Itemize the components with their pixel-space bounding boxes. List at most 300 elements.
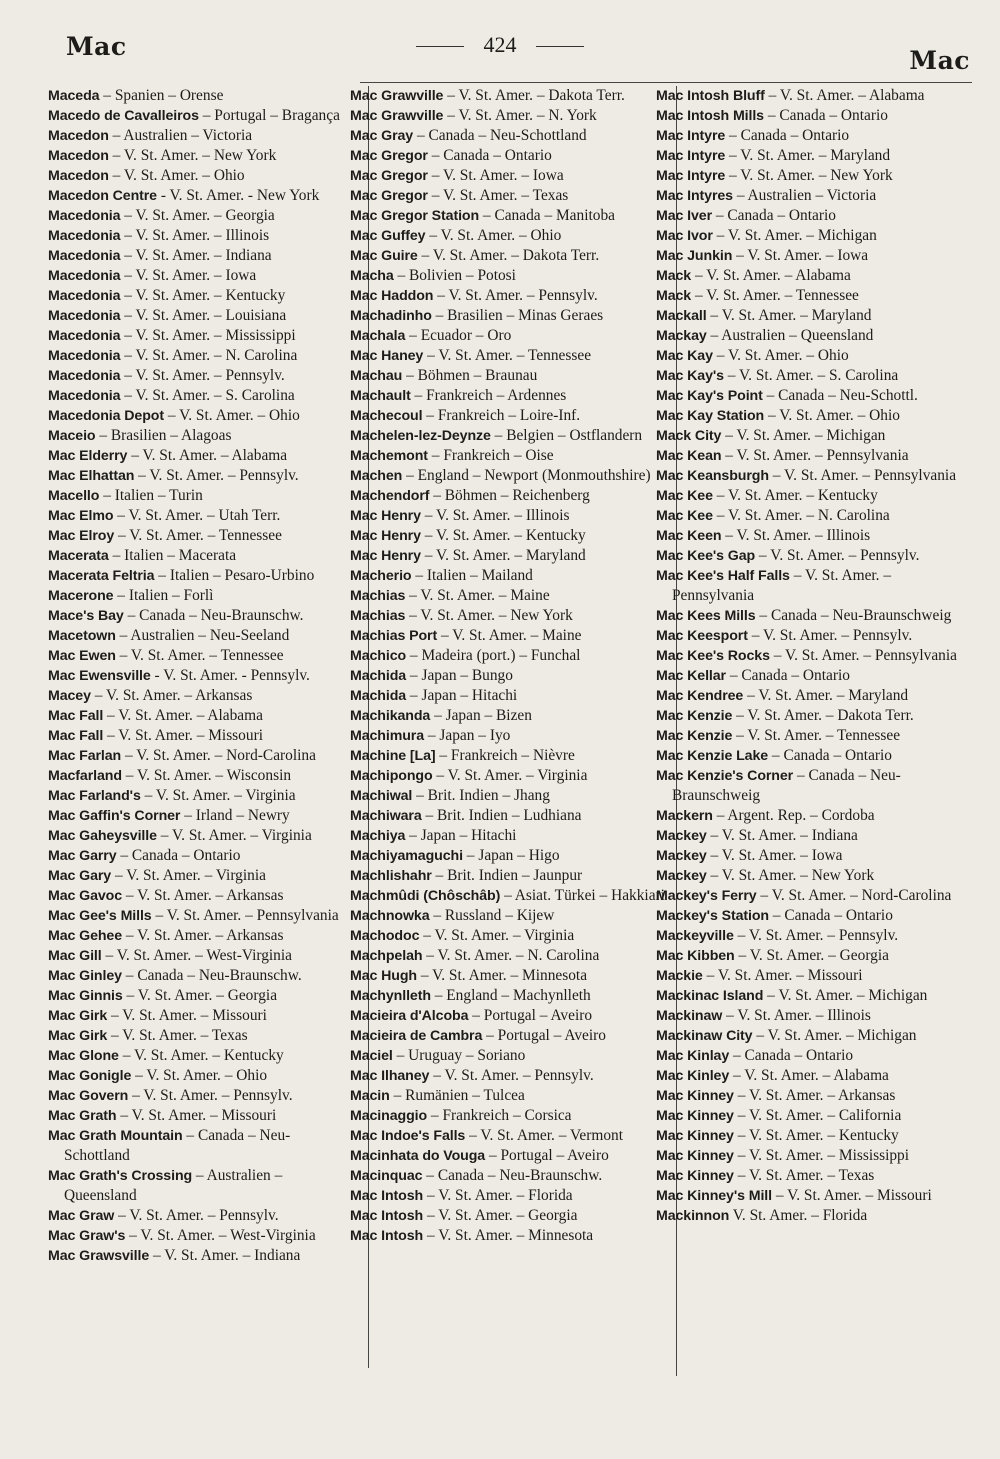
place-location: – Asiat. Türkei – Hakkiari <box>500 887 665 904</box>
place-location: – Spanien – Orense <box>99 87 224 104</box>
gazetteer-entry <box>48 966 354 986</box>
place-location: – V. St. Amer. – Tennessee <box>691 287 859 304</box>
place-location: - V. St. Amer. - New York <box>156 187 320 204</box>
place-location: – V. St. Amer. – Maryland <box>725 147 891 164</box>
running-head-left: Mac <box>66 32 127 61</box>
place-name: Mac Keansburgh <box>656 468 769 484</box>
place-location: – Japan – Bungo <box>406 667 513 684</box>
gazetteer-entry <box>350 366 668 386</box>
place-location: – Canada – Ontario <box>768 907 893 924</box>
gazetteer-entry <box>656 706 974 726</box>
gazetteer-entry <box>656 886 974 906</box>
gazetteer-entry <box>656 406 974 426</box>
place-name: Mac Kee's Half Falls <box>656 568 790 584</box>
place-location: – V. St. Amer. – Louisiana <box>120 307 287 324</box>
place-name: Mackay <box>656 328 707 344</box>
place-location: – V. St. Amer. – Michigan <box>752 1027 917 1044</box>
place-location: – V. St. Amer. – Arkansas <box>122 887 284 904</box>
place-location: – V. St. Amer. – Pennsylv. <box>747 627 913 644</box>
place-location: – V. St. Amer. – Georgia <box>734 947 889 964</box>
gazetteer-entry <box>48 126 354 146</box>
gazetteer-entry <box>350 1086 668 1106</box>
gazetteer-entry <box>48 186 354 206</box>
place-name: Machlishahr <box>350 868 432 884</box>
place-location: – V. St. Amer. – N. York <box>443 107 597 124</box>
place-name: Mac Grawville <box>350 88 444 104</box>
place-location: – V. St. Amer. – Arkansas <box>733 1087 896 1104</box>
place-name: Machendorf <box>350 488 430 504</box>
gazetteer-column-2 <box>350 86 668 1246</box>
gazetteer-entry <box>48 146 354 166</box>
place-name: Mac Farland's <box>48 788 141 804</box>
place-location: – Canada – Neu-Braunschw. <box>121 967 302 984</box>
place-name: Mackeyville <box>656 928 734 944</box>
gazetteer-entry <box>48 486 354 506</box>
gazetteer-entry <box>656 726 974 746</box>
gazetteer-entry <box>656 1166 974 1186</box>
place-name: Mac Kee's Rocks <box>656 648 770 664</box>
place-location: – Uruguay – Soriano <box>392 1047 526 1064</box>
gazetteer-entry <box>48 206 354 226</box>
place-name: Mac Intyre <box>656 128 726 144</box>
place-location: – V. St. Amer. – Nord-Carolina <box>756 887 952 904</box>
gazetteer-entry <box>350 506 668 526</box>
gazetteer-entry <box>350 826 668 846</box>
gazetteer-entry <box>350 666 668 686</box>
gazetteer-entry <box>656 306 974 326</box>
place-name: Mac Gregor <box>350 188 428 204</box>
place-location: – V. St. Amer. – Missouri <box>702 967 863 984</box>
place-location: – Brit. Indien – Jhang <box>412 787 550 804</box>
page-header <box>0 28 1000 74</box>
gazetteer-entry <box>350 866 668 886</box>
gazetteer-entry <box>350 686 668 706</box>
place-location: – Ecuador – Oro <box>405 327 512 344</box>
gazetteer-entry <box>656 506 974 526</box>
gazetteer-column-1 <box>48 86 354 1266</box>
place-location: – Italien – Macerata <box>108 547 237 564</box>
place-name: Mac Gary <box>48 868 112 884</box>
place-name: Machecoul <box>350 408 423 424</box>
gazetteer-entry <box>48 1126 354 1166</box>
place-location: – V. St. Amer. – Maryland <box>743 687 909 704</box>
gazetteer-entry <box>350 86 668 106</box>
place-location: – V. St. Amer. – Utah Terr. <box>113 507 281 524</box>
gazetteer-entry <box>350 926 668 946</box>
gazetteer-entry <box>350 166 668 186</box>
place-location: – V. St. Amer. – Tennessee <box>115 647 284 664</box>
gazetteer-entry <box>656 366 974 386</box>
place-name: Mac Henry <box>350 508 421 524</box>
place-location: – V. St. Amer. – Alabama <box>103 707 263 724</box>
place-location: – Japan – Bizen <box>430 707 532 724</box>
place-name: Macedonia <box>48 248 121 264</box>
place-name: Mac Intyres <box>656 188 733 204</box>
place-location: – England – Newport (Monmouthshire) <box>402 467 651 484</box>
place-name: Mac Ginnis <box>48 988 123 1004</box>
place-location: – Canada – Ontario <box>763 107 888 124</box>
gazetteer-entry <box>656 646 974 666</box>
place-location: – V. St. Amer. – Mississippi <box>733 1147 910 1164</box>
place-location: – Australien – Neu-Seeland <box>115 627 290 644</box>
gazetteer-entry <box>656 546 974 566</box>
gazetteer-entry <box>656 926 974 946</box>
place-location: – V. St. Amer. – Texas <box>733 1167 875 1184</box>
gazetteer-entry <box>48 526 354 546</box>
place-location: – V. St. Amer. – Pennsylv. <box>134 467 299 484</box>
gazetteer-entry <box>350 1026 668 1046</box>
place-name: Mac Kinney <box>656 1128 734 1144</box>
place-name: Mac Intosh <box>350 1188 424 1204</box>
place-location: – V. St. Amer. – Florida <box>423 1187 573 1204</box>
place-name: Mac Henry <box>350 548 421 564</box>
place-location: – V. St. Amer. – Illinois <box>420 507 570 524</box>
place-location: – V. St. Amer. – Illinois <box>722 1007 871 1024</box>
gazetteer-entry <box>48 1006 354 1026</box>
place-location: – V. St. Amer. – Missouri <box>103 727 263 744</box>
place-name: Mac Kenzie's Corner <box>656 768 794 784</box>
gazetteer-entry <box>656 806 974 826</box>
gazetteer-entry <box>656 246 974 266</box>
gazetteer-entry <box>656 166 974 186</box>
place-location: – V. St. Amer. – Alabama <box>764 87 925 104</box>
gazetteer-entry <box>656 206 974 226</box>
place-name: Macedon Centre <box>48 188 157 204</box>
place-name: Mac Ewen <box>48 648 116 664</box>
gazetteer-entry <box>48 986 354 1006</box>
gazetteer-entry <box>656 566 974 606</box>
place-location: – V. St. Amer. – New York <box>706 867 875 884</box>
place-location: – V. St. Amer. – Tennessee <box>732 727 901 744</box>
gazetteer-entry <box>656 946 974 966</box>
place-name: Mac Grawsville <box>48 1248 150 1264</box>
gazetteer-entry <box>656 226 974 246</box>
gazetteer-entry <box>656 146 974 166</box>
place-location: – V. St. Amer. – Alabama <box>691 267 851 284</box>
place-name: Mackinac Island <box>656 988 764 1004</box>
place-location: – V. St. Amer. – Iowa <box>732 247 869 264</box>
place-location: – V. St. Amer. – West-Virginia <box>101 947 292 964</box>
gazetteer-entry <box>350 1186 668 1206</box>
gazetteer-entry <box>656 286 974 306</box>
place-name: Mac Kay's Point <box>656 388 763 404</box>
place-location: – V. St. Amer. – Pennsylv. <box>120 367 285 384</box>
gazetteer-entry <box>48 726 354 746</box>
place-location: – V. St. Amer. – Kentucky <box>420 527 586 544</box>
place-location: – Italien – Turin <box>99 487 203 504</box>
place-location: – Canada – Manitoba <box>479 207 615 224</box>
gazetteer-entry <box>350 406 668 426</box>
place-name: Mackinnon <box>656 1208 730 1224</box>
place-location: – Brasilien – Alagoas <box>95 427 232 444</box>
gazetteer-entry <box>48 1106 354 1126</box>
place-name: Mac Grath's Crossing <box>48 1168 193 1184</box>
place-location: V. St. Amer. – Florida <box>729 1207 868 1224</box>
gazetteer-entry <box>656 1046 974 1066</box>
place-location: – V. St. Amer. – Maine <box>437 627 582 644</box>
place-location: – V. St. Amer. – Pennsylv. <box>733 927 899 944</box>
gazetteer-entry <box>656 106 974 126</box>
place-name: Macerata Feltria <box>48 568 155 584</box>
place-name: Macedonia <box>48 308 121 324</box>
place-location: – V. St. Amer. – Ohio <box>425 227 562 244</box>
page-number-rule-right <box>536 46 584 47</box>
place-name: Mac Iver <box>656 208 712 224</box>
place-name: Mac Gill <box>48 948 102 964</box>
place-location: – V. St. Amer. – Virginia <box>419 927 575 944</box>
place-name: Mac Intosh <box>350 1208 424 1224</box>
place-name: Mace's Bay <box>48 608 124 624</box>
place-name: Mac Kinney's Mill <box>656 1188 772 1204</box>
gazetteer-entry <box>656 1186 974 1206</box>
place-location: – Bolivien – Potosi <box>393 267 516 284</box>
gazetteer-entry <box>48 746 354 766</box>
place-location: – V. St. Amer. – Kentucky <box>118 1047 284 1064</box>
place-location: – V. St. Amer. – Missouri <box>116 1107 277 1124</box>
place-location: – V. St. Amer. – Tennessee <box>114 527 282 544</box>
place-location: – V. St. Amer. – Vermont <box>465 1127 623 1144</box>
gazetteer-entry <box>48 1046 354 1066</box>
place-location: – Canada – Ontario <box>729 1047 854 1064</box>
gazetteer-entry <box>656 1006 974 1026</box>
place-name: Mac Keesport <box>656 628 748 644</box>
gazetteer-entry <box>48 786 354 806</box>
gazetteer-entry <box>350 906 668 926</box>
gazetteer-entry <box>350 1166 668 1186</box>
place-name: Macello <box>48 488 100 504</box>
gazetteer-entry <box>48 286 354 306</box>
gazetteer-entry <box>48 926 354 946</box>
gazetteer-entry <box>656 966 974 986</box>
place-name: Mac Gehee <box>48 928 123 944</box>
place-name: Mac Guire <box>350 248 418 264</box>
gazetteer-entry <box>48 1166 354 1206</box>
place-location: – V. St. Amer. – Indiana <box>120 247 272 264</box>
place-name: Mac Elroy <box>48 528 115 544</box>
place-name: Mackey <box>656 828 707 844</box>
place-location: – Frankreich – Loire-Inf. <box>422 407 581 424</box>
place-name: Machen <box>350 468 403 484</box>
place-name: Mac Garry <box>48 848 117 864</box>
place-location: – V. St. Amer. – Kentucky <box>712 487 878 504</box>
place-location: – V. St. Amer. – Virginia <box>111 867 266 884</box>
place-name: Mac Henry <box>350 528 421 544</box>
gazetteer-entry <box>48 386 354 406</box>
place-name: Mac Indoe's Falls <box>350 1128 466 1144</box>
place-location: – Canada – Neu-Braunschw. <box>123 607 304 624</box>
place-location: – Italien – Mailand <box>411 567 533 584</box>
place-name: Mac Gonigle <box>48 1068 132 1084</box>
place-location: – Canada – Ontario <box>116 847 241 864</box>
place-name: Mac Elmo <box>48 508 114 524</box>
place-name: Mac Kay's <box>656 368 724 384</box>
place-location: – V. St. Amer. – Maryland <box>420 547 586 564</box>
place-name: Maciel <box>350 1048 393 1064</box>
place-name: Macin <box>350 1088 390 1104</box>
place-name: Machimura <box>350 728 425 744</box>
place-location: – V. St. Amer. – Michigan <box>721 427 886 444</box>
place-name: Machiwal <box>350 788 413 804</box>
place-name: Macieira d'Alcoba <box>350 1008 469 1024</box>
place-name: Mac Junkin <box>656 248 733 264</box>
place-name: Machine [La] <box>350 748 436 764</box>
place-location: – V. St. Amer. – West-Virginia <box>125 1227 316 1244</box>
place-location: – Portugal – Bragança <box>198 107 340 124</box>
gazetteer-entry <box>48 806 354 826</box>
place-name: Mac Graw <box>48 1208 115 1224</box>
place-name: Mac Grawville <box>350 108 444 124</box>
place-name: Mac Ginley <box>48 968 122 984</box>
place-location: – Canada – Neu-Schottland <box>64 1127 291 1164</box>
gazetteer-entry <box>350 266 668 286</box>
place-name: Mac Girk <box>48 1008 108 1024</box>
place-name: Mac Grath <box>48 1108 117 1124</box>
gazetteer-entry <box>656 906 974 926</box>
place-name: Mackern <box>656 808 713 824</box>
place-name: Machikanda <box>350 708 431 724</box>
gazetteer-entry <box>48 846 354 866</box>
place-location: – Böhmen – Reichenberg <box>429 487 590 504</box>
place-name: Macedonia <box>48 348 121 364</box>
gazetteer-entry <box>656 1206 974 1226</box>
gazetteer-entry <box>48 86 354 106</box>
place-location: – V. St. Amer. – Pennsylvania <box>768 467 957 484</box>
place-name: Macedonia <box>48 228 121 244</box>
place-name: Mackey <box>656 868 707 884</box>
gazetteer-entry <box>350 886 668 906</box>
gazetteer-entry <box>350 986 668 1006</box>
place-name: Mackie <box>656 968 703 984</box>
place-location: – Brit. Indien – Ludhiana <box>421 807 582 824</box>
gazetteer-entry <box>350 566 668 586</box>
gazetteer-entry <box>656 486 974 506</box>
place-name: Mac Kenzie <box>656 728 733 744</box>
place-location: – V. St. Amer. – Pennsylvania <box>151 907 339 924</box>
place-name: Macedo de Cavalleiros <box>48 108 199 124</box>
header-rule <box>360 82 972 83</box>
gazetteer-entry <box>350 946 668 966</box>
gazetteer-entry <box>48 266 354 286</box>
gazetteer-entry <box>48 166 354 186</box>
gazetteer-entry <box>656 986 974 1006</box>
gazetteer-entry <box>48 586 354 606</box>
place-location: – V. St. Amer. – Ohio <box>131 1067 268 1084</box>
place-location: – V. St. Amer. – Dakota Terr. <box>443 87 625 104</box>
gazetteer-entry <box>48 106 354 126</box>
place-location: – Canada – Ontario <box>725 127 850 144</box>
place-name: Mac Kinlay <box>656 1048 730 1064</box>
gazetteer-entry <box>48 606 354 626</box>
place-location: – Belgien – Ostflandern <box>490 427 643 444</box>
place-location: – V. St. Amer. – N. Carolina <box>712 507 890 524</box>
place-location: – V. St. Amer. – Tennessee <box>423 347 592 364</box>
place-name: Macedonia <box>48 208 121 224</box>
gazetteer-entry <box>48 1026 354 1046</box>
place-name: Machida <box>350 688 407 704</box>
place-name: Machpelah <box>350 948 423 964</box>
place-name: Mac Gaffin's Corner <box>48 808 181 824</box>
gazetteer-entry <box>48 366 354 386</box>
gazetteer-entry <box>350 1046 668 1066</box>
place-name: Machmûdi (Chôschâb) <box>350 888 501 904</box>
gazetteer-entry <box>350 966 668 986</box>
place-name: Mac Intosh Bluff <box>656 88 765 104</box>
place-name: Mac Graw's <box>48 1228 126 1244</box>
place-name: Macedonia Depot <box>48 408 164 424</box>
place-name: Mack <box>656 268 692 284</box>
gazetteer-entry <box>350 726 668 746</box>
gazetteer-entry <box>656 1106 974 1126</box>
gazetteer-entry <box>350 1106 668 1126</box>
place-name: Mac Haney <box>350 348 424 364</box>
gazetteer-entry <box>48 406 354 426</box>
place-location: – Argent. Rep. – Cordoba <box>712 807 875 824</box>
gazetteer-entry <box>48 1226 354 1246</box>
place-location: – V. St. Amer. – Texas <box>427 187 569 204</box>
gazetteer-entry <box>48 326 354 346</box>
place-location: – V. St. Amer. – New York <box>405 607 573 624</box>
gazetteer-entry <box>48 566 354 586</box>
running-head-right: Mac <box>909 46 970 75</box>
gazetteer-entry <box>656 846 974 866</box>
place-name: Macerata <box>48 548 109 564</box>
place-name: Mac Gregor Station <box>350 208 480 224</box>
place-name: Mac Intyre <box>656 168 726 184</box>
place-name: Macha <box>350 268 394 284</box>
gazetteer-entry <box>656 746 974 766</box>
gazetteer-entry <box>48 1246 354 1266</box>
place-name: Macedon <box>48 148 109 164</box>
place-name: Mac Kendree <box>656 688 744 704</box>
gazetteer-entry <box>656 826 974 846</box>
gazetteer-entry <box>350 1226 668 1246</box>
gazetteer-entry <box>656 766 974 806</box>
place-location: – Portugal – Aveiro <box>485 1147 609 1164</box>
place-location: – Italien – Forlì <box>113 587 214 604</box>
place-location: – Australien – Queensland <box>64 1167 283 1204</box>
place-name: Machau <box>350 368 403 384</box>
place-location: – V. St. Amer. – Pennsylvania <box>721 447 909 464</box>
gazetteer-entry <box>350 586 668 606</box>
place-location: – Rumänien – Tulcea <box>389 1087 525 1104</box>
place-name: Machiwara <box>350 808 422 824</box>
place-location: – Japan – Iyo <box>424 727 511 744</box>
gazetteer-entry <box>48 426 354 446</box>
gazetteer-entry <box>48 626 354 646</box>
gazetteer-entry <box>350 1066 668 1086</box>
place-name: Macedonia <box>48 388 121 404</box>
gazetteer-entry <box>350 746 668 766</box>
place-name: Mac Intyre <box>656 148 726 164</box>
place-name: Mac Kees Mills <box>656 608 756 624</box>
place-location: – Canada – Neu-Schottland <box>413 127 587 144</box>
place-name: Mac Hugh <box>350 968 417 984</box>
place-name: Mac Gavoc <box>48 888 123 904</box>
place-location: – V. St. Amer. – Michigan <box>712 227 877 244</box>
place-name: Mac Govern <box>48 1088 129 1104</box>
place-location: – V. St. Amer. – Pennsylv. <box>755 547 920 564</box>
place-location: – Italien – Pesaro-Urbino <box>154 567 315 584</box>
place-location: – Frankreich – Oise <box>427 447 554 464</box>
gazetteer-entry <box>350 346 668 366</box>
place-name: Mac Gregor <box>350 148 428 164</box>
gazetteer-entry <box>48 826 354 846</box>
place-location: – V. St. Amer. – Dakota Terr. <box>732 707 914 724</box>
place-name: Mac Intosh Mills <box>656 108 764 124</box>
place-location: – V. St. Amer. – Pennsylv. <box>429 1067 594 1084</box>
gazetteer-entry <box>656 266 974 286</box>
place-name: Mack City <box>656 428 722 444</box>
